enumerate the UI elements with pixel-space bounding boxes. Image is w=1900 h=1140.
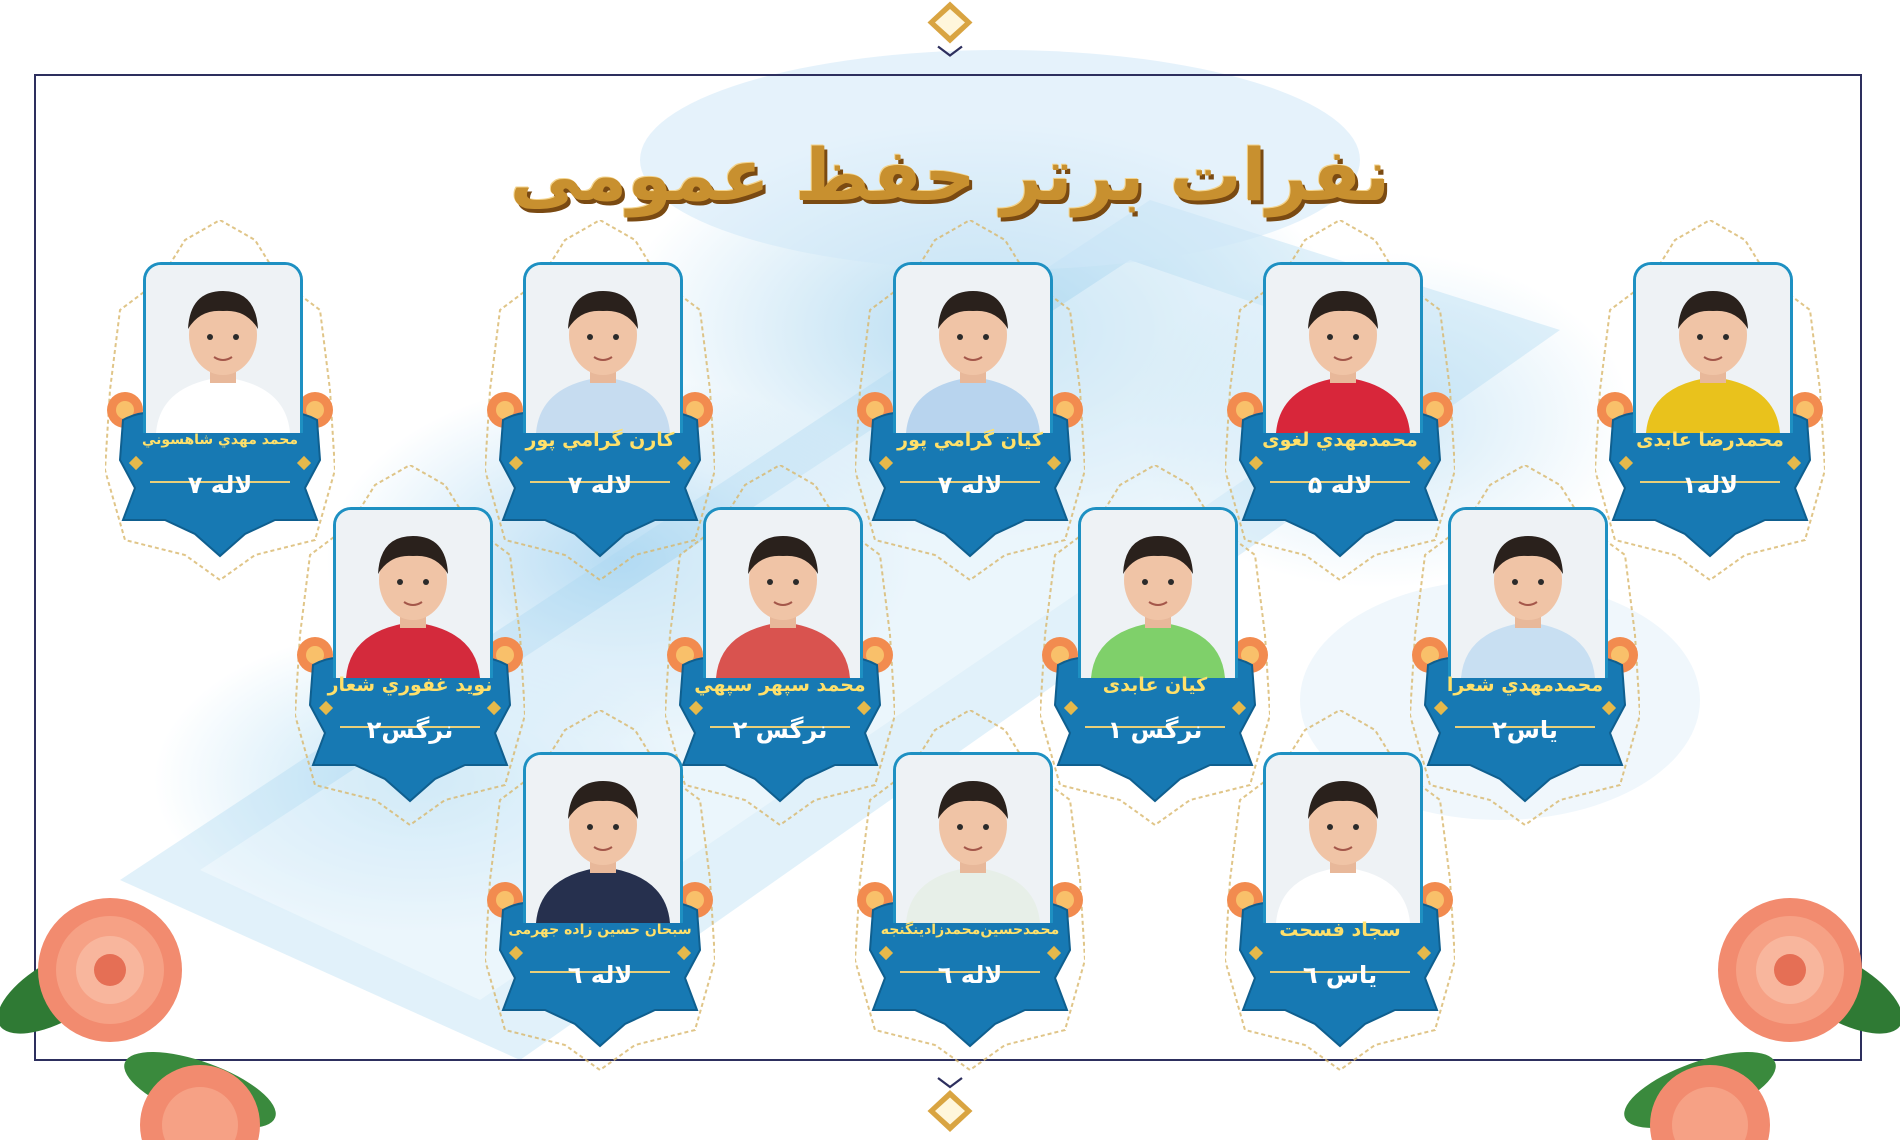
student-class: نرگس ۲ <box>732 716 828 744</box>
student-portrait-icon <box>336 510 490 678</box>
student-name: سبحان حسین زاده جهرمی <box>508 922 692 938</box>
student-portrait-icon <box>1266 265 1420 433</box>
student-portrait-icon <box>526 755 680 923</box>
bottom-ornament-icon <box>900 1075 1000 1135</box>
student-photo <box>523 262 683 433</box>
student-card <box>855 710 1085 1080</box>
student-photo <box>1078 507 1238 678</box>
student-class: نرگس۲ <box>366 716 454 744</box>
student-name: کیان عابدی <box>1102 674 1208 696</box>
student-class: نرگس ۱ <box>1107 716 1203 744</box>
student-photo <box>333 507 493 678</box>
student-name: کیان گرامي پور <box>897 429 1043 451</box>
student-class: لاله ۷ <box>567 471 633 499</box>
student-class: لاله ۷ <box>187 471 253 499</box>
student-photo <box>143 262 303 433</box>
student-name: کارن گرامي پور <box>525 429 675 451</box>
student-photo <box>1633 262 1793 433</box>
student-class: لاله ۷ <box>937 471 1003 499</box>
student-class: یاس ٦ <box>1302 961 1378 989</box>
student-name: محمدمهدي لغوی <box>1262 429 1418 451</box>
student-class: لاله ۵ <box>1307 471 1373 499</box>
left-flower-icon <box>0 870 280 1140</box>
student-photo <box>1263 262 1423 433</box>
student-portrait-icon <box>1636 265 1790 433</box>
student-portrait-icon <box>706 510 860 678</box>
student-name: محمدمهدي شعرا <box>1446 674 1604 696</box>
student-photo <box>893 752 1053 923</box>
student-photo <box>1448 507 1608 678</box>
student-card <box>1225 710 1455 1080</box>
student-portrait-icon <box>896 755 1050 923</box>
student-portrait-icon <box>1266 755 1420 923</box>
student-photo <box>1263 752 1423 923</box>
student-card <box>485 710 715 1080</box>
student-class: یاس۲ <box>1492 716 1558 744</box>
student-name: محمدرضا عابدی <box>1636 429 1784 451</box>
student-class: لاله ٦ <box>567 961 633 989</box>
student-name: سجاد فسحت <box>1279 919 1401 941</box>
student-class: لاله۱ <box>1681 471 1739 499</box>
student-portrait-icon <box>526 265 680 433</box>
student-name: نوید غفوري شعار <box>327 674 493 696</box>
top-ornament-icon <box>900 0 1000 60</box>
student-name: محمدحسین‌محمدزادینگنجه <box>880 922 1060 938</box>
student-portrait-icon <box>146 265 300 433</box>
student-photo <box>893 262 1053 433</box>
student-portrait-icon <box>896 265 1050 433</box>
student-portrait-icon <box>1081 510 1235 678</box>
student-portrait-icon <box>1451 510 1605 678</box>
right-flower-icon <box>1620 870 1900 1140</box>
page-title: نفرات برتر حفظ عمومی <box>509 133 1391 217</box>
student-name: محمد مهدي شاهسوني <box>142 432 298 448</box>
student-class: لاله ٦ <box>937 961 1003 989</box>
student-name: محمد سپهر سپهي <box>694 674 866 696</box>
student-photo <box>703 507 863 678</box>
student-photo <box>523 752 683 923</box>
